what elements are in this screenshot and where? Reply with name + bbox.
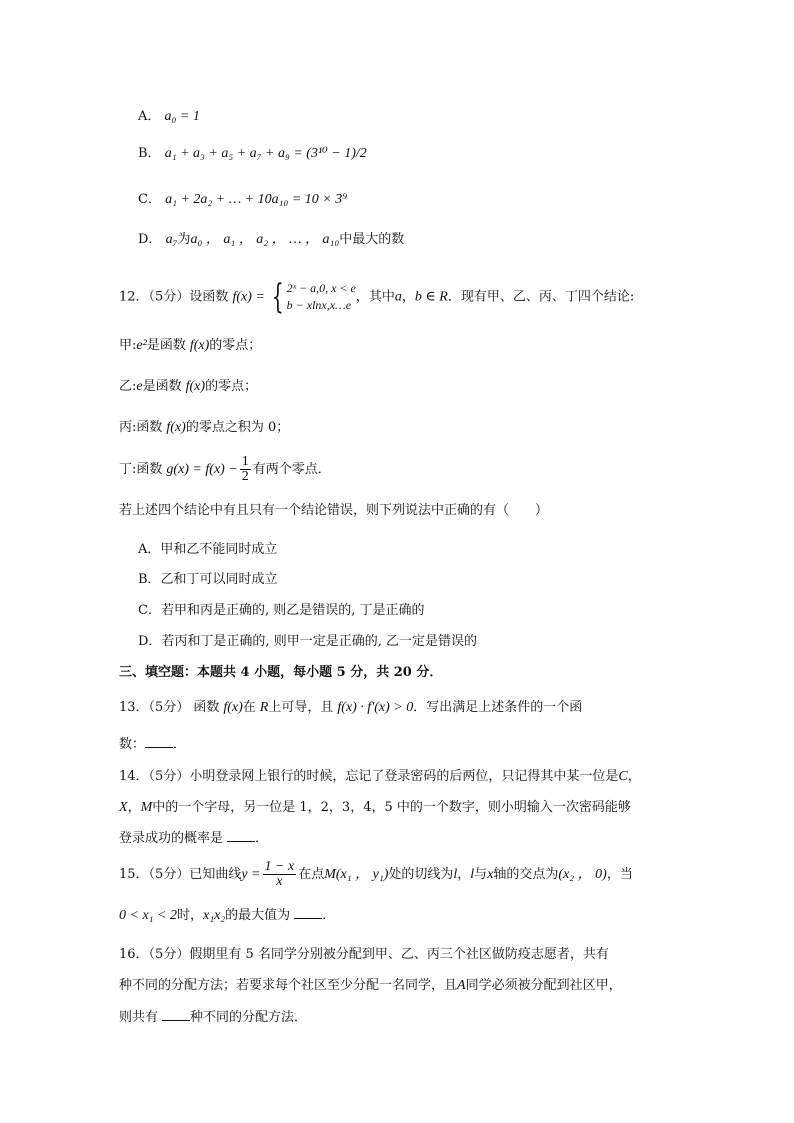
option-math: a₀ ， a₁ ， a₂ ， … ， a₁₀ <box>190 232 340 247</box>
question-14-line-3 <box>119 829 268 849</box>
question-text: 登录成功的概率是 <box>119 831 224 846</box>
question-math: f(x) <box>223 700 243 715</box>
piecewise-function <box>269 277 356 317</box>
question-text: ．写出满足上述条件的一个函 <box>413 700 583 715</box>
question-number: 13． <box>119 700 149 715</box>
question-math: f(x) · f′(x) > 0 <box>337 700 414 715</box>
question-text: 已知曲线 <box>189 867 242 882</box>
option-12-d: D．若丙和丁是正确的, 则甲一定是正确的, 乙一定是错误的 <box>138 634 477 649</box>
question-number: 15． <box>119 867 149 882</box>
question-text: 同学必须被分配到社区甲， <box>465 978 622 993</box>
section-heading: 三、填空题：本题共 4 小题，每小题 5 分，共 20 分． <box>119 665 443 680</box>
question-15-line-2 <box>119 906 335 926</box>
question-math: l <box>470 867 475 882</box>
brace-icon: { <box>271 277 284 317</box>
fraction <box>240 455 251 484</box>
question-text: ． <box>173 737 187 752</box>
statement-text: 是函数 <box>142 379 182 394</box>
question-text: ， <box>401 289 415 305</box>
question-text: ，当 <box>606 867 633 882</box>
answer-blank[interactable] <box>294 906 322 919</box>
question-16-line-2 <box>119 976 622 996</box>
statement-label: 丁: <box>119 462 137 477</box>
question-math: x <box>487 867 494 882</box>
option-11-a <box>138 107 200 127</box>
question-number: 16． <box>119 947 149 962</box>
question-math: y = <box>241 867 261 882</box>
statement-math: f(x) <box>166 420 186 435</box>
statement-jia <box>119 336 261 356</box>
question-text: ， <box>127 800 141 815</box>
question-text: ， <box>627 769 641 784</box>
question-text: ． <box>322 908 336 923</box>
question-text: 的最大值为 <box>225 908 291 923</box>
statement-label: 甲: <box>119 338 137 353</box>
question-text: 种不同的分配方法． <box>190 1010 308 1025</box>
statement-text: 有两个零点． <box>252 462 331 477</box>
option-11-b <box>138 144 367 164</box>
question-text: 在 <box>242 700 256 715</box>
statement-text: 的零点； <box>205 379 258 394</box>
question-15-line-1 <box>119 860 633 890</box>
question-text: 与 <box>474 867 488 882</box>
question-text: 处的切线为 <box>388 867 454 882</box>
statement-text: 的零点之积为 0； <box>185 420 290 435</box>
answer-blank[interactable] <box>145 735 173 748</box>
question-number: 12． <box>119 289 149 305</box>
option-12-a: A．甲和乙不能同时成立 <box>138 542 278 557</box>
option-math: a₁ + a₃ + a₅ + a₇ + a₉ = (3¹⁰ − 1)/2 <box>164 146 367 161</box>
question-text: 在点 <box>298 867 325 882</box>
question-math: M(x₁ ， y₁) <box>324 867 389 882</box>
param-a: a <box>394 289 402 305</box>
question-16-line-3 <box>119 1008 307 1028</box>
question-text: ， <box>457 867 471 882</box>
option-label: B． <box>138 146 161 161</box>
option-math: a₀ = 1 <box>164 109 200 124</box>
statement-math: e² <box>136 338 147 353</box>
question-math: 0 < x₁ < 2 <box>119 908 177 923</box>
option-label: A． <box>138 109 161 124</box>
question-text: 上可导，且 <box>268 700 334 715</box>
statement-ding <box>119 455 331 485</box>
question-math: X <box>119 800 128 815</box>
statement-text: 是函数 <box>146 338 186 353</box>
question-13-line-1 <box>119 698 582 718</box>
option-11-d <box>138 230 404 250</box>
question-math: C <box>618 769 628 784</box>
fraction-denominator: x <box>276 874 283 889</box>
question-text: 时， <box>176 908 203 923</box>
case-1: 2ˣ − a,0, x < e <box>286 281 356 295</box>
function-label: f(x) = <box>232 289 265 305</box>
question-number: 14． <box>119 769 149 784</box>
question-text: 函数 <box>193 700 220 715</box>
case-2: b − xlnx,x…e <box>286 298 352 312</box>
question-text: 种不同的分配方法；若要求每个社区至少分配一名同学，且 <box>119 978 458 993</box>
question-12-stem <box>119 277 635 317</box>
statement-math: e <box>136 379 143 394</box>
option-math: a₇ <box>165 232 178 247</box>
answer-blank[interactable] <box>227 829 255 842</box>
option-12-c: C．若甲和丙是正确的, 则乙是错误的, 丁是正确的 <box>138 603 425 618</box>
statement-text: 的零点； <box>209 338 262 353</box>
option-math: a₁ + 2a₂ + … + 10a₁₀ = 10 × 3⁹ <box>165 192 348 207</box>
question-text: 设函数 <box>189 289 229 305</box>
question-math: R <box>259 700 269 715</box>
question-math: (x₂ ， 0) <box>558 867 607 882</box>
question-math: l <box>453 867 458 882</box>
option-text: 中最大的数 <box>339 232 405 247</box>
statement-text: 函数 <box>136 462 163 477</box>
question-text: ．现有甲、乙、丙、丁四个结论: <box>447 289 635 305</box>
fraction-numerator: 1 − x <box>264 859 295 874</box>
question-text: 轴的交点为 <box>493 867 559 882</box>
question-score: （5分） <box>148 769 190 784</box>
question-text: 中的一个字母，另一位是 1，2，3，4，5 中的一个数字，则小明输入一次密码能够 <box>152 800 631 815</box>
option-11-c <box>138 190 347 210</box>
statement-yi <box>119 377 257 397</box>
statement-bing <box>119 418 289 438</box>
statement-label: 丙: <box>119 420 137 435</box>
piecewise-cases <box>287 280 356 314</box>
answer-blank[interactable] <box>162 1008 190 1021</box>
question-13-line-2 <box>119 735 186 755</box>
question-score: （5分） <box>148 867 190 882</box>
question-text: 数： <box>119 737 146 752</box>
question-14-line-1 <box>119 767 641 787</box>
question-text: ，其中 <box>355 289 395 305</box>
option-text: 为 <box>177 232 191 247</box>
param-b: b ∈ R <box>414 289 448 305</box>
question-16-line-1 <box>119 945 609 965</box>
question-12-prompt: 若上述四个结论中有且只有一个结论错误，则下列说法中正确的有（ ） <box>119 503 549 518</box>
question-text: ． <box>255 831 269 846</box>
question-text: 小明登录网上银行的时候，忘记了登录密码的后两位，只记得其中某一位是 <box>189 769 619 784</box>
question-math: x₁x₂ <box>203 908 226 923</box>
question-score: （5分） <box>148 700 190 715</box>
question-math: M <box>140 800 153 815</box>
statement-math: f(x) <box>189 338 210 353</box>
question-score: （5分） <box>148 947 190 962</box>
question-score: （5分） <box>148 289 190 305</box>
option-label: D． <box>138 232 162 247</box>
option-12-b: B．乙和丁可以同时成立 <box>138 572 278 587</box>
fraction-denominator: 2 <box>241 469 249 484</box>
statement-math: f(x) <box>185 379 206 394</box>
fraction-numerator: 1 <box>241 454 249 469</box>
statement-math: g(x) = f(x) − <box>166 462 238 477</box>
option-label: C． <box>138 192 161 207</box>
question-14-line-2 <box>119 798 631 818</box>
statement-label: 乙: <box>119 379 137 394</box>
fraction <box>263 860 297 889</box>
question-math: A <box>457 978 466 993</box>
statement-text: 函数 <box>136 420 163 435</box>
question-text: 假期里有 5 名同学分别被分配到甲、乙、丙三个社区做防疫志愿者，共有 <box>189 947 609 962</box>
question-text: 则共有 <box>119 1010 159 1025</box>
